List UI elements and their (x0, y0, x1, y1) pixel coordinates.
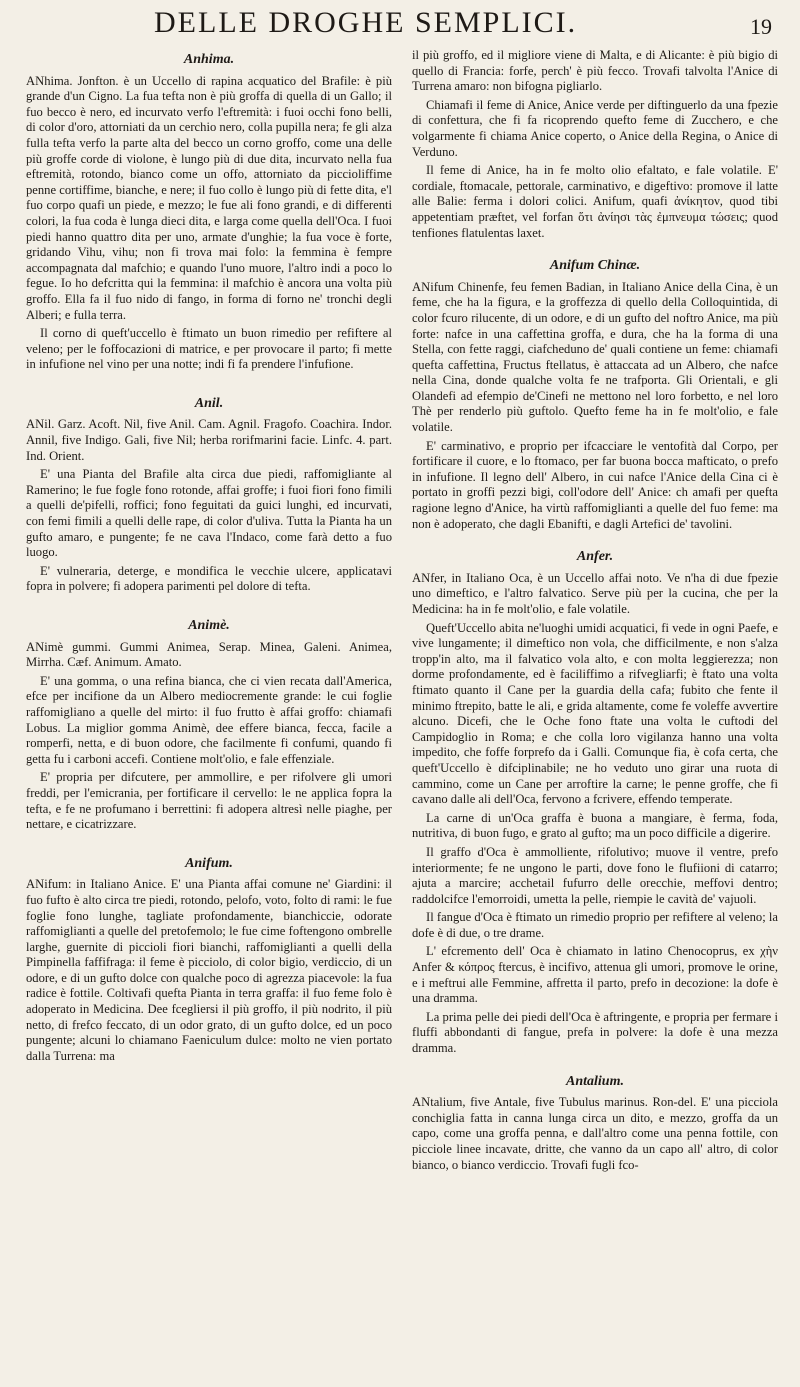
paragraph: L' efcremento dell' Oca è chiamato in latino Chenocoprus, ex χὴν Anfer & κόπρος ftercus, è incifivo, attenua gli umori, promove le orine, e i meftrui alle Femmine, affretta il parto, prefo in decozione: la dofe è una dramma. (412, 944, 778, 1006)
right-column (412, 48, 778, 1176)
paragraph: ANimè gummi. Gummi Animea, Serap. Minea, Galeni. Animea, Mirrha. Cæf. Animum. Amato. (26, 639, 392, 670)
left-column (26, 48, 392, 1176)
entry-heading-anisum: Anifum. (185, 855, 233, 871)
entry-heading-anime: Animè. (188, 618, 230, 633)
entry-heading-anhima: Anhima. (183, 52, 235, 67)
paragraph: E' una Pianta del Brafile alta circa due piedi, raffomigliante al Ramerino; le fue fogle fono rotonde, affai groffe; i fuoi fiori fono fimili a quelli de'pifelli, roffici; fono feguitati da guici lunghi, ed incurvati, con femi fimili a quelli delle rape, di color d'uliva. Tutta la Pianta ha un gufto amaro, e pungente; fe ne cava l'Indaco, come farà detto a fuo luogo. (26, 467, 392, 560)
paragraph: il più groffo, ed il migliore viene di Malta, e di Alicante: è più bigio di quello di Francia: forfe, perch' è più fecco. Trovafi talvolta l'Anice di Turrena amaro: non bifogna pigliarlo. (412, 48, 778, 94)
paragraph: ANifum Chinenfe, feu femen Badian, in Italiano Anice della Cina, è un feme, che ha la figura, e la groffezza di quello della Colloquintida, di color fcuro rilucente, di un odore, e di un gufto del noftro Anice, ma più forte: nafce in una caffettina groffa, e dura, che ha la forma di una Stella, con fette raggi, ciafcheduno de' quali contiene un feme: chiamafi quefta caffettina, Fructus ftellatus, è attaccata ad un Albero, che nafce nella Cina, donde qualche volta fe ne trafporta. Gli Orientali, e gli Olandefi ad efempio de'Cinefi ne mettono nel loro forbetto, e nel loro Thè per renderlo più guftolo. Quefto feme ha in fe molt'olio, e fale volatile. (412, 279, 778, 435)
paragraph: ANfer, in Italiano Oca, è un Uccello affai noto. Ve n'ha di due fpezie uno dimeftico, e l'altro falvatico. Serve più per la cucina, che per la Medicina: ha in fe molt'olio, e fale volatile. (412, 570, 778, 616)
paragraph: ANil. Garz. Acoft. Nil, five Anil. Cam. Agnil. Fragofo. Coachira. Indor. Annil, five Indigo. Gali, five Nil; herba rorifmarini facie. Linfc. 4. part. Ind. Orient. (26, 417, 392, 463)
entry-heading-anser: Anfer. (576, 549, 614, 565)
paragraph: La carne di un'Oca graffa è buona a mangiare, è ferma, foda, nutritiva, di buon fugo, e grato al gufto; ma un poco difficile a digerire. (412, 810, 778, 841)
paragraph: Queft'Uccello abita ne'luoghi umidi acquatici, fi vede in ogni Paefe, e vive lungamente; il dimeftico non vola, che difficilmente, e non s'alza tropp'in alto, ma il falvatico vola alto, e con molta leggierezza; non dorme profondamente, ed è faciliffimo a rifvegliarfi; è ftato una volta ftimato quanto il Cane per la guardia della cafa; fubito che fente il minimo ftrepito, batte le ali, e grida altamente, come fe voleffe avvertire alcuno. Dicefi, che le Oche fono ftate una volta le cuftodi del Campidoglio in Roma; e che colla loro vigilanza hanno una volta impedito, che foffe forprefo da i Galli. Comunque fia, è cofa certa, che queft'Uccello è difciplinabile; ne ho veduto uno girar una ruota di cammino, come un Cane per arroftire la carne; le penne groffe, che fi cavano dalle ali dell'Oca, fervono a fcrivere, effendo temperate. (412, 620, 778, 807)
paragraph: Il fangue d'Oca è ftimato un rimedio proprio per refiftere al veleno; la dofe è di due, o tre drame. (412, 910, 778, 940)
page-number: 19 (750, 14, 772, 39)
paragraph: ANifum: in Italiano Anice. E' una Pianta affai comune ne' Giardini: il fuo fufto è alto circa tre piedi, rotondo, pelofo, voto, folto di rami: le fue foglie fono lunghe, tagliate profondamente, bianchiccie, odorate raffomiglianti a quelle del pretofemolo; le fue cime foftengono ombrelle larghe, guernite di piccioli fiori bianchi, raffomiglianti a quelli della Pimpinella faffifraga: il feme è picciolo, di color bigio, verdiccio, di un odore, e di un gufto dolce con qualche poco di agrezza piacevole: la fua radice è fottile. Coltivafi quefta Pianta in terra graffa: il fuo feme folo è adoperato in Medicina. Dee fcegliersi il più groffo, il più nodrito, il più netto, di frefco feccato, di un odor grato, di un gufto dolce, ed un poco pungente; alcuni lo chiamano Faeniculum dulce: molto ne vien portato dalla Turrena: ma (26, 877, 392, 1063)
entry-heading-anisum-chinae: Anifum Chinæ. (549, 258, 641, 274)
entry-heading-anil: Anil. (194, 395, 224, 411)
paragraph: Il graffo d'Oca è ammolliente, rifolutivo; muove il ventre, prefo interiormente; fe ne ungono le parti, dove fono le flufiioni di catarro; ajuta a marcire; acchetail fufurro delle orecchie, meffovi dentro; raddolcifce l'emorroidi, umetta la pelle, riempie le cavità de' vajuoli. (412, 844, 778, 906)
entry-heading-antalium: Antalium. (566, 1073, 624, 1089)
paragraph: E' carminativo, e proprio per ifcacciare le ventofità dal Corpo, per fortificare il cuore, e lo ftomaco, per far buona bocca mafticato, o prefo in infufione. Il legno dell' Albero, in cui nafce l'Anice della Cina ci è portato in groffi pezzi bigi, coll'odore dell' Anice: ch amafi per quefta ragione legno d'Anice, ha virtù raffomiglianti a quelle del fuo feme: ma non è adoperato, che dagli Ebanifti, e dagli Artefici de' tavolini. (412, 438, 778, 531)
paragraph: Chiamafi il feme di Anice, Anice verde per diftinguerlo da una fpezie di confettura, che fi fa ricoprendo quefto feme di Zucchero, e che volgarmente fi chiama Anice coperto, o Anice della Regina, o Anice di Verduno. (412, 97, 778, 159)
paragraph: La prima pelle dei piedi dell'Oca è aftringente, e propria per fermare i fluffi abbondanti di fangue, prefa in polvere: la dofe è una mezza dramma. (412, 1009, 778, 1056)
running-head (26, 0, 778, 40)
paragraph: Il corno di queft'uccello è ftimato un buon rimedio per refiftere al veleno; per le foffocazioni di matrice, e per provocare il parto; fi mette in infufione nel vino per una notte; indi fi fa prendere l'infufione. (26, 326, 392, 372)
paragraph: ANtalium, five Antale, five Tubulus marinus. Ron-del. E' una picciola conchiglia fatta in canna lunga circa un dito, e mezzo, groffa da un capo, come una groffa penna, e dall'altro come una penna fottile, con picciole linee incavate, dritte, che vanno da un capo all' altro, di color bianco, o bianco verdiccio. Trovafi fugli fco- (412, 1095, 778, 1172)
paragraph: ANhima. Jonfton. è un Uccello di rapina acquatico del Brafile: è più grande d'un Cigno. La fua tefta non è più groffa di quella di un Gallo; il fuo becco è nero, ed incurvato verfo l'eftremità: i fuoi occhi fono belli, di color d'oro, attorniati da un cerchio nero, colla pupilla nera; fe gli alza fulla tefta verfo la parte alta del becco un corno groffo, come una delle più groffe corde di violone, è lungo più di due dita, incurvato nella fua eftremità, rotondo, bianco come un offo, attorniato da piccioliffime penne cortiffime, bianche, e nere; il fuo collo è lungo più di fette dita, e'l fuo corpo quafi un piede, e mezzo; le fue ali fono grandi, e di differenti colori, la fua coda è lunga dieci dita, e larga come quella dell'Oca. I fuoi piedi hanno quattro dita per uno, armate d'unghie; la fua voce è forte, gridando Vihu, vihu; non fi trova mai folo: la femmina è fempre accompagnata dal mafchio; e quando l'uno muore, l'altro indi a poco lo fegue. Io ho defcritta qui la femmina: il mafchio è ancora una volta più groffo. Ella fa il fuo nido di fango, in forma di forno ne' tronchi degli Alberi; e fulla terra. (26, 73, 392, 322)
paragraph: E' una gomma, o una refina bianca, che ci vien recata dall'America, efce per incifione da un Albero mediocremente grande: le cui foglie raffomigliano a quelle del mirto: il fuo frutto è affai groffo: chiamafi Lobus. La miglior gomma Animè, dee effere bianca, fecca, facile a romperfi, netta, e di buon odore, che facilmente fi confumi, quando fi getta fu i carboni accefi. Contiene molt'olio, e fale effenziale. (26, 673, 392, 766)
paragraph: E' vulneraria, deterge, e mondifica le vecchie ulcere, applicatavi fopra in polvere; fi adopera parimenti pel dolore di tefta. (26, 563, 392, 594)
paragraph: Il feme di Anice, ha in fe molto olio efaltato, e fale volatile. E' cordiale, ftomacale, pettorale, carminativo, e digeftivo: promove il latte alle Balie: ferma i dolori colici. Anifum, quafi ἀνίκητον, quod tibi appetentiam præftet, vel forfan ὅτι ἀνίησι τὰς ἐμπνευμα τώσεις; quod tenfiones flatulentas laxet. (412, 163, 778, 240)
paragraph: E' propria per difcutere, per ammollire, e per rifolvere gli umori freddi, per l'emicrania, per fortificare il cervello: le ne applica fopra la tefta, e fe ne profumano i berrettini: fi adopera altresì nelle piaghe, per nettare, e cicatrizzare. (26, 770, 392, 832)
text-columns (26, 48, 778, 1176)
running-title: DELLE DROGHE SEMPLICI. (154, 6, 578, 39)
